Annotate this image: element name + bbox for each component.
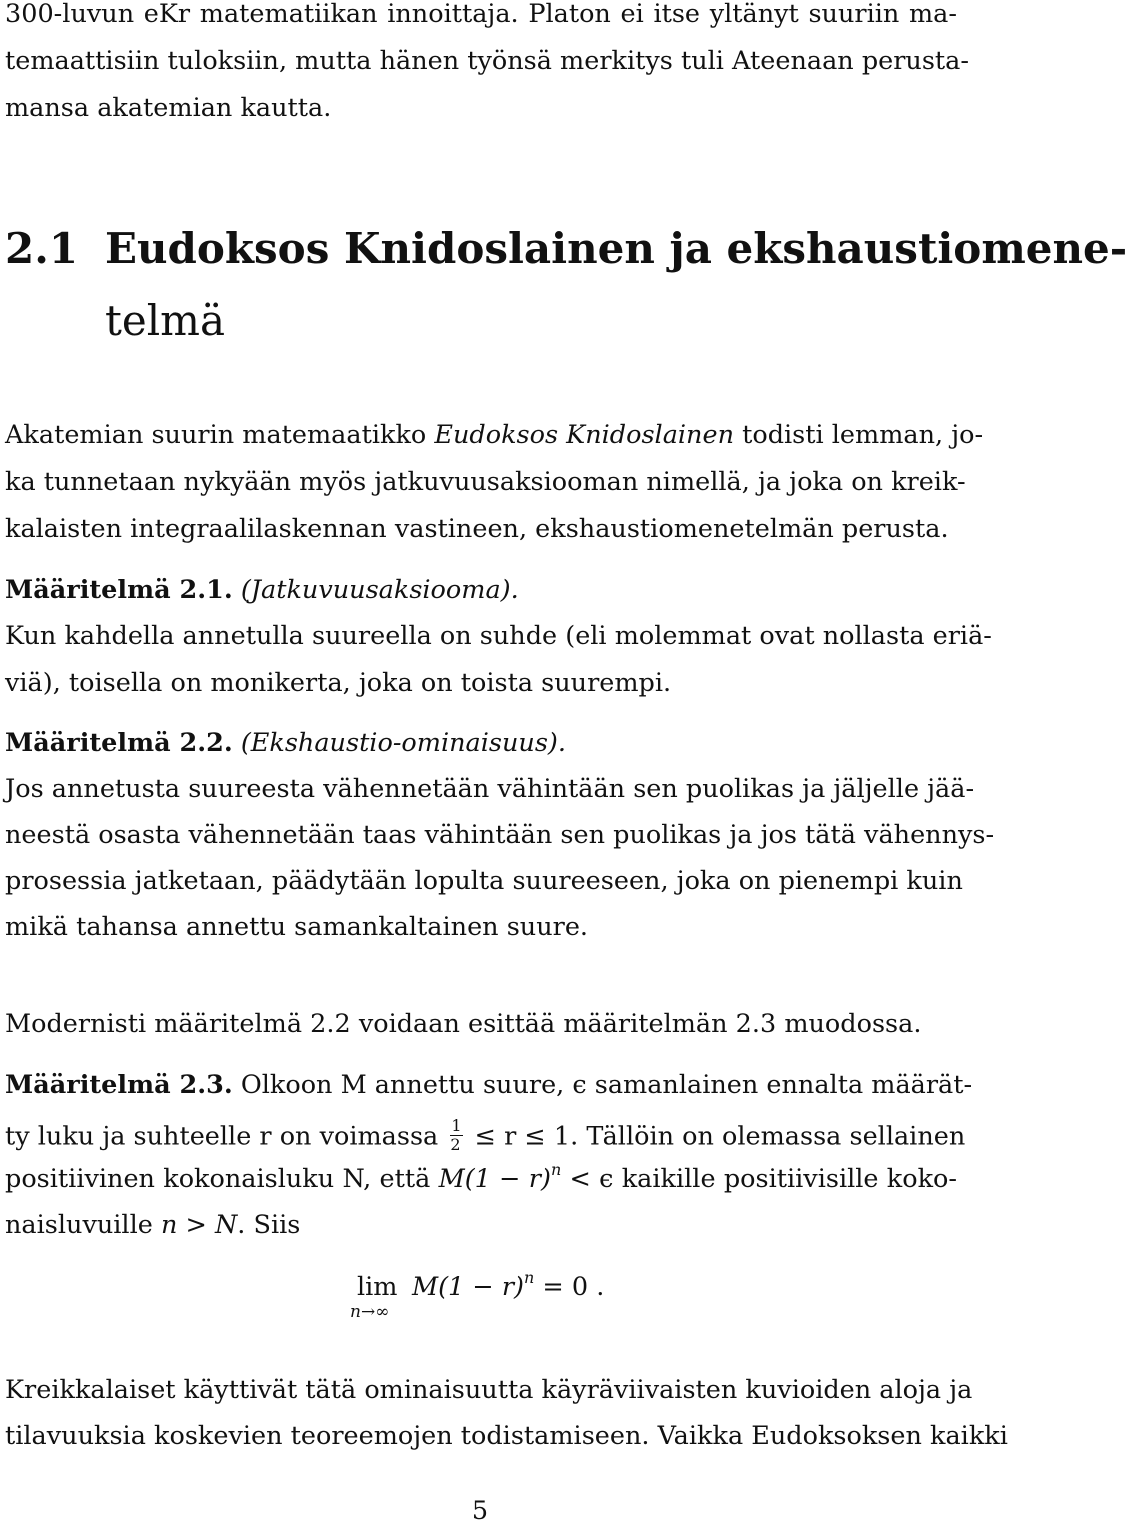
limit-operator: lim	[357, 1272, 398, 1302]
para1-text: todisti lemman, jo-	[734, 420, 984, 450]
def22-line-1: Jos annetusta suureesta vähennetään vähintään sen puolikas ja jäljelle jää-	[5, 774, 975, 804]
definition-label: Määritelmä 2.3.	[5, 1070, 233, 1100]
fraction-one-half	[450, 1118, 462, 1153]
def23-line-4	[5, 1210, 957, 1240]
person-name: Eudoksos Knidoslainen	[434, 420, 734, 450]
section-title-part-1: Eudoksos Knidoslainen ja ekshaustiomene-	[105, 224, 1127, 273]
def23-text: . Siis	[237, 1210, 301, 1240]
definition-title: (Ekshaustio-ominaisuus).	[240, 728, 566, 758]
closing-line-1: Kreikkalaiset käyttivät tätä ominaisuutta käyräviivaisten kuvioiden aloja ja	[5, 1375, 973, 1405]
def21-line-1: Kun kahdella annetulla suureella on suhde (eli molemmat ovat nollasta eriä-	[5, 621, 992, 651]
intro-line-3: mansa akatemian kautta.	[5, 93, 332, 123]
limit-equals-zero: = 0 .	[534, 1272, 605, 1302]
def23-text: < ϵ kaikille positiivisille koko-	[561, 1164, 958, 1194]
section-heading-line-1	[5, 224, 1127, 273]
def23-line-2	[5, 1116, 966, 1155]
def23-text: naisluvuille	[5, 1210, 161, 1240]
def23-line-3	[5, 1160, 958, 1194]
def23-line-1	[5, 1070, 973, 1100]
definition-2-1-heading	[5, 575, 957, 605]
section-number: 2.1	[5, 224, 79, 273]
fraction-numerator: 1	[451, 1116, 462, 1135]
intro-line-2: temaattisiin tuloksiin, mutta hänen työnsä merkitys tuli Ateenaan perusta-	[5, 46, 969, 76]
limit-subscript: n→∞	[350, 1302, 390, 1322]
page-number: 5	[471, 1496, 489, 1526]
limit-equation	[0, 1268, 960, 1332]
definition-2-2-heading	[5, 728, 957, 758]
def22-line-3: prosessia jatketaan, päädytään lopulta suureeseen, joka on pienempi kuin	[5, 866, 963, 896]
definition-label: Määritelmä 2.1.	[5, 575, 233, 605]
para1-line-1	[5, 420, 984, 450]
definition-label: Määritelmä 2.2.	[5, 728, 233, 758]
def21-line-2: viä), toisella on monikerta, joka on toista suurempi.	[5, 668, 672, 698]
math-exponent: n	[524, 1268, 535, 1287]
section-title-part-2: telmä	[105, 296, 226, 345]
para1-line-3: kalaisten integraalilaskennan vastineen, ekshaustiomenetelmän perusta.	[5, 514, 949, 544]
limit-expression	[412, 1268, 605, 1302]
math-expression: M(1 − r)	[438, 1164, 551, 1194]
closing-line-2: tilavuuksia koskevien teoreemojen todistamiseen. Vaikka Eudoksoksen kaikki	[5, 1421, 1008, 1451]
math-expression: n > N	[160, 1210, 238, 1240]
math-exponent: n	[550, 1160, 562, 1179]
definition-title: (Jatkuvuusaksiooma).	[240, 575, 519, 605]
modern-sentence: Modernisti määritelmä 2.2 voidaan esittää määritelmän 2.3 muodossa.	[5, 1009, 922, 1039]
def23-text: positiivinen kokonaisluku N, että	[5, 1164, 439, 1194]
def23-text: ≤ r ≤ 1. Tällöin on olemassa sellainen	[466, 1121, 966, 1152]
def22-line-4: mikä tahansa annettu samankaltainen suure.	[5, 912, 589, 942]
def23-text: ty luku ja suhteelle r on voimassa	[5, 1121, 447, 1152]
para1-line-2: ka tunnetaan nykyään myös jatkuvuusaksiooman nimellä, ja joka on kreik-	[5, 467, 966, 497]
def22-line-2: neestä osasta vähennetään taas vähintään sen puolikas ja jos tätä vähennys-	[5, 820, 995, 850]
def23-text: Olkoon M annettu suure, ϵ samanlainen ennalta määrät-	[232, 1070, 973, 1100]
fraction-denominator: 2	[450, 1135, 461, 1154]
intro-line-1: 300-luvun eKr matematiikan innoittaja. Platon ei itse yltänyt suuriin ma-	[5, 0, 957, 29]
para1-text: Akatemian suurin matemaatikko	[5, 420, 435, 450]
math-expression: M(1 − r)	[412, 1272, 524, 1302]
